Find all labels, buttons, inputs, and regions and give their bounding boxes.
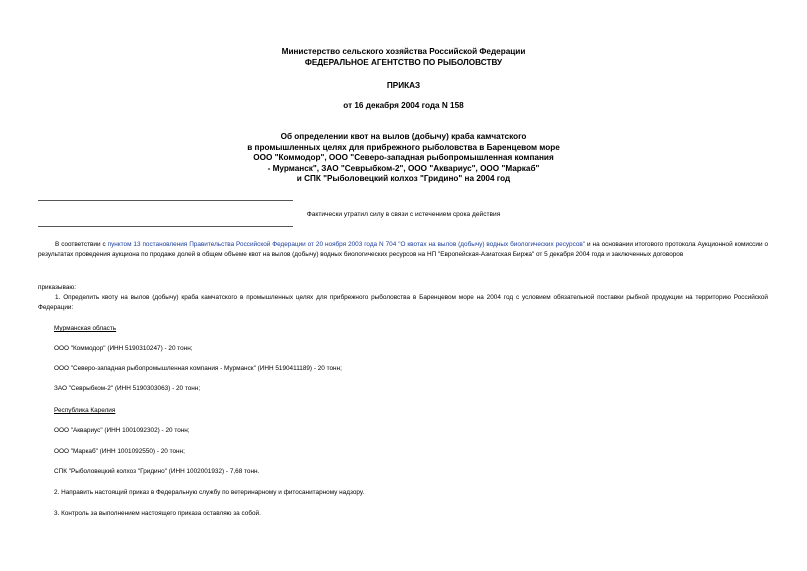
document-date-number [0,101,807,112]
title-line: и СПК "Рыболовецкий колхоз "Гридино" на 2004 год [296,174,511,183]
item-3-paragraph: 3. Контроль за выполнением настоящего приказа оставляю за собой. [54,510,261,517]
quota-line-sevrybkom: ЗАО "Севрыбком-2" (ИНН 5190303063) - 20 тонн; [54,385,201,392]
divider-bottom [38,226,293,227]
intro-prefix: В соответствии с [55,241,108,248]
document-type [0,81,807,92]
title-line: ООО "Коммодор", ООО "Северо-западная рыбопромышленная компания [253,153,554,162]
title-line: - Мурманск", ЗАО "Севрыбком-2", ООО "Аквариус", ООО "Маркаб" [267,163,540,173]
quota-line-gridino: СПК "Рыболовецкий колхоз "Гридино" (ИНН 1002001932) - 7,68 тонн. [54,468,260,475]
title-line: в промышленных целях для прибрежного рыболовства в Баренцевом море [247,142,560,152]
title-line: Об определении квот на вылов (добычу) краба камчатского [280,132,527,141]
quota-line-szrpk: ООО "Северо-западная рыбопромышленная компания - Мурманск" (ИНН 5190411189) - 20 тонн; [54,365,342,372]
doc-type-label: ПРИКАЗ [386,81,421,90]
region-heading-murmansk: Мурманская область [54,325,117,332]
divider-top [38,200,293,201]
intro-paragraph [38,240,768,260]
document-header [0,47,807,68]
status-note: Фактически утратил силу в связи с истечением срока действия [306,211,501,218]
intro-suffix: и на основании итогового протокола Аукционной комиссии о результатах проведения аукциона по продаже долей в общем объеме квот на вылов (добычу) водных биологических ресурсов на НП "Европейская-Азиатская Биржа" от 5 декабря 2004 года и заключенных договоров [38,241,769,258]
quota-line-markab: ООО "Маркаб" (ИНН 1001092550) - 20 тонн; [54,448,185,455]
date-number-label: от 16 декабря 2004 года N 158 [343,101,464,110]
government-decree-link[interactable]: пунктом 13 постановления Правительства Российской Федерации от 20 ноября 2003 года N 704 "О квотах на вылов (добычу) водных биологических ресурсов" [107,241,586,248]
document-title [0,132,807,185]
ministry-name: Министерство сельского хозяйства Российской Федерации [281,47,526,56]
order-word: приказываю: [38,284,76,291]
item-2-paragraph: 2. Направить настоящий приказ в Федеральную службу по ветеринарному и фитосанитарному надзору. [54,489,365,496]
region-heading-karelia: Республика Карелия [54,407,116,414]
quota-line-akvarius: ООО "Аквариус" (ИНН 1001092302) - 20 тонн; [54,427,190,434]
agency-name: ФЕДЕРАЛЬНОЕ АГЕНТСТВО ПО РЫБОЛОВСТВУ [304,57,503,67]
item-1-paragraph: 1. Определить квоту на вылов (добычу) краба камчатского в промышленных целях для прибрежного рыболовства в Баренцевом море на 2004 год с условием обязательной поставки рыбной продукции на территорию Российской Федерации: [38,294,768,311]
quota-line-kommodor: ООО "Коммодор" (ИНН 5190310247) - 20 тонн; [54,345,193,352]
